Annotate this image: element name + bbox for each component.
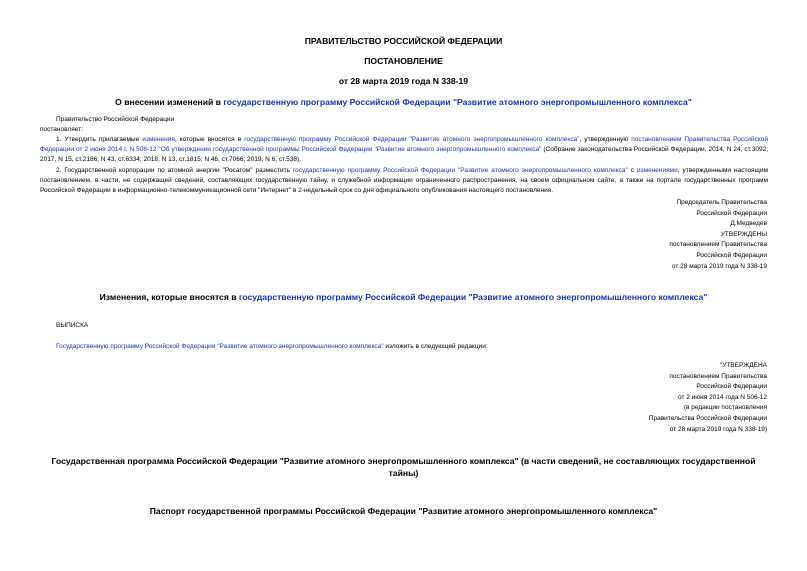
- passport-heading: Паспорт государственной программы Российской Федерации "Развитие атомного энергопромышленного комплекса": [149, 506, 658, 516]
- approved-line-4: от 28 марта 2019 года N 338-19: [671, 262, 767, 270]
- program-link[interactable]: государственную программу Российской Федерации "Развитие атомного энергопромышленного комплекса": [292, 167, 628, 174]
- program-link[interactable]: государственную программу Российской Федерации "Развитие атомного энергопромышленного комплекса": [223, 97, 692, 107]
- approved-line-1: УТВЕРЖДЕНЫ: [720, 230, 767, 238]
- signature-block: [669, 198, 767, 272]
- changes-link[interactable]: изменения: [142, 136, 175, 143]
- approved2-line-2: постановлением Правительства: [669, 372, 767, 380]
- document-title: [0, 97, 807, 107]
- approved2-line-3: Российской Федерации: [696, 383, 767, 391]
- document-type-heading: ПОСТАНОВЛЕНИЕ: [364, 56, 443, 66]
- approved2-line-1: "УТВЕРЖДЕНА: [719, 362, 767, 369]
- changes-heading-prefix: Изменения, которые вносятся в: [99, 292, 239, 302]
- signature-name: Д.Медведев: [730, 220, 767, 228]
- paragraph-item-2: [40, 166, 768, 196]
- item2-text-c: , утвержденными настоящим постановлением, в части, не содержащей сведений, составляющих государственную тайну, и служебной информации ограниченного распространения, на своем официальном сайте, а также на портале государственных программ Российской Федерации в информационно-телекоммуникационной сети "Интернет" в 2-недельный срок со дня официального опубликования настоящего постановления.: [40, 167, 768, 194]
- item1-text-c: , утвержденную: [579, 136, 632, 143]
- approved2-line-4: от 2 июня 2014 года N 506-12: [677, 393, 767, 401]
- item1-text-d: (Собрание законодательства Российской Федерации, 2014, N 24, ст.3092; 2017, N 15, ст.2186; N 43, ст.6334; 2018, N 13, ст.1815; N 46, ст.7066; 2019, N 6, ст.538).: [40, 146, 769, 163]
- government-heading: ПРАВИТЕЛЬСТВО РОССИЙСКОЙ ФЕДЕРАЦИИ: [304, 36, 503, 46]
- program-link[interactable]: Государственную программу Российской Федерации "Развитие атомного энергопромышленного комплекса": [56, 343, 384, 350]
- preamble-line-1: Правительство Российской Федерации: [56, 116, 175, 123]
- resolution-506-12-link[interactable]: постановлением Правительства Российской Федерации от 2 июня 2014 г. N 506-12 "Об утверждении государственной программы Российской Федерации "Развитие атомного энергопромышленного комплекса": [40, 136, 768, 153]
- program-heading-line-1: Государственная программа Российской Федерации "Развитие атомного энергопромышленного комплекса" (в части сведений, не составляющих государственной: [51, 456, 756, 466]
- program-heading-line-2: тайны): [388, 468, 419, 478]
- document-title-prefix: О внесении изменений в: [115, 97, 224, 107]
- approved-line-2: постановлением Правительства: [669, 241, 767, 249]
- preamble-line-2: постановляет:: [40, 126, 83, 133]
- item2-text-a: 2. Государственной корпорации по атомной энергии "Росатом" разместить: [56, 167, 293, 174]
- signature-line-2: Российской Федерации: [696, 209, 767, 217]
- excerpt-line: [56, 342, 488, 352]
- item1-text-a: 1. Утвердить прилагаемые: [56, 136, 143, 143]
- changes-link[interactable]: изменениями: [637, 167, 678, 174]
- excerpt-label: ВЫПИСКА: [56, 322, 89, 329]
- changes-heading: [0, 292, 807, 302]
- document-date-number: от 28 марта 2019 года N 338-19: [338, 76, 469, 86]
- approved2-line-7: от 28 марта 2019 года N 338-19): [669, 425, 767, 433]
- paragraph-item-1: [40, 135, 768, 165]
- program-link[interactable]: государственную программу Российской Федерации "Развитие атомного энергопромышленного комплекса": [238, 292, 708, 302]
- signature-line-1: Председатель Правительства: [676, 199, 767, 206]
- item1-text-b: , которые вносятся в: [174, 136, 245, 143]
- approved2-line-5: (в редакции постановления: [683, 404, 767, 412]
- approved-line-3: Российской Федерации: [696, 251, 767, 259]
- approved-block-2: [649, 361, 767, 435]
- approved2-line-6: Правительства Российской Федерации: [648, 414, 767, 422]
- item2-text-b: с: [627, 167, 637, 174]
- excerpt-rest: изложить в следующей редакции:: [383, 343, 488, 350]
- program-link[interactable]: государственную программу Российской Федерации "Развитие атомного энергопромышленного комплекса": [244, 136, 580, 143]
